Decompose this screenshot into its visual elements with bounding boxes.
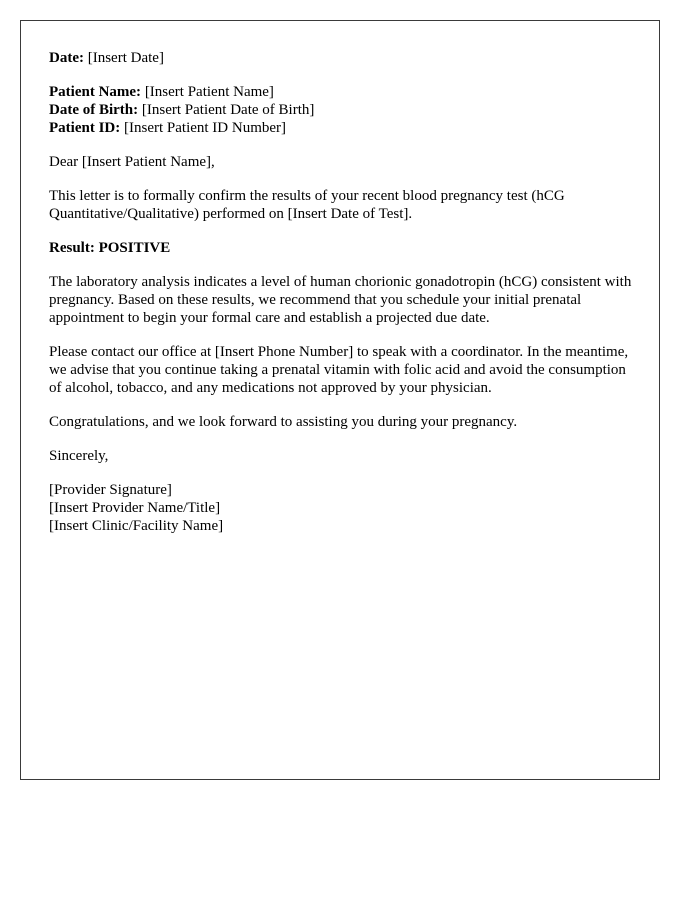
provider-name: [Insert Provider Name/Title] xyxy=(49,500,221,516)
intro-paragraph: This letter is to formally confirm the results of your recent blood pregnancy test (hCG Quantitative/Qualitative) performed on [Insert Date of Test]. xyxy=(49,188,565,222)
analysis-paragraph: The laboratory analysis indicates a level of human chorionic gonadotropin (hCG) consistent with pregnancy. Based on these results, we recommend that you schedule your initial prenatal appointment to begin your formal care and establish a projected due date. xyxy=(49,274,632,326)
patient-id-label: Patient ID: xyxy=(49,120,121,136)
patient-dob-value: [Insert Patient Date of Birth] xyxy=(141,102,315,118)
date-line xyxy=(49,49,639,67)
congratulations-paragraph: Congratulations, and we look forward to assisting you during your pregnancy. xyxy=(49,414,518,430)
patient-id-line xyxy=(49,119,639,137)
patient-name-value: [Insert Patient Name] xyxy=(144,84,274,100)
closing: Sincerely, xyxy=(49,448,109,464)
patient-info xyxy=(49,83,639,137)
patient-dob-line xyxy=(49,101,639,119)
signature-block xyxy=(49,481,639,535)
date-label: Date: xyxy=(49,50,84,66)
provider-signature: [Provider Signature] xyxy=(49,482,172,498)
patient-dob-label: Date of Birth: xyxy=(49,102,139,118)
contact-paragraph: Please contact our office at [Insert Phone Number] to speak with a coordinator. In the meantime, we advise that you continue taking a prenatal vitamin with folic acid and avoid the consumption of alcohol, tobacco, and any medications not approved by your physician. xyxy=(49,344,629,396)
letter-page xyxy=(20,20,660,780)
salutation: Dear [Insert Patient Name], xyxy=(49,154,215,170)
result-line: Result: POSITIVE xyxy=(49,240,171,256)
date-value: [Insert Date] xyxy=(87,50,164,66)
facility-name: [Insert Clinic/Facility Name] xyxy=(49,518,224,534)
patient-name-label: Patient Name: xyxy=(49,84,142,100)
patient-name-line xyxy=(49,83,639,101)
letter-content xyxy=(49,49,639,551)
patient-id-value: [Insert Patient ID Number] xyxy=(124,120,287,136)
